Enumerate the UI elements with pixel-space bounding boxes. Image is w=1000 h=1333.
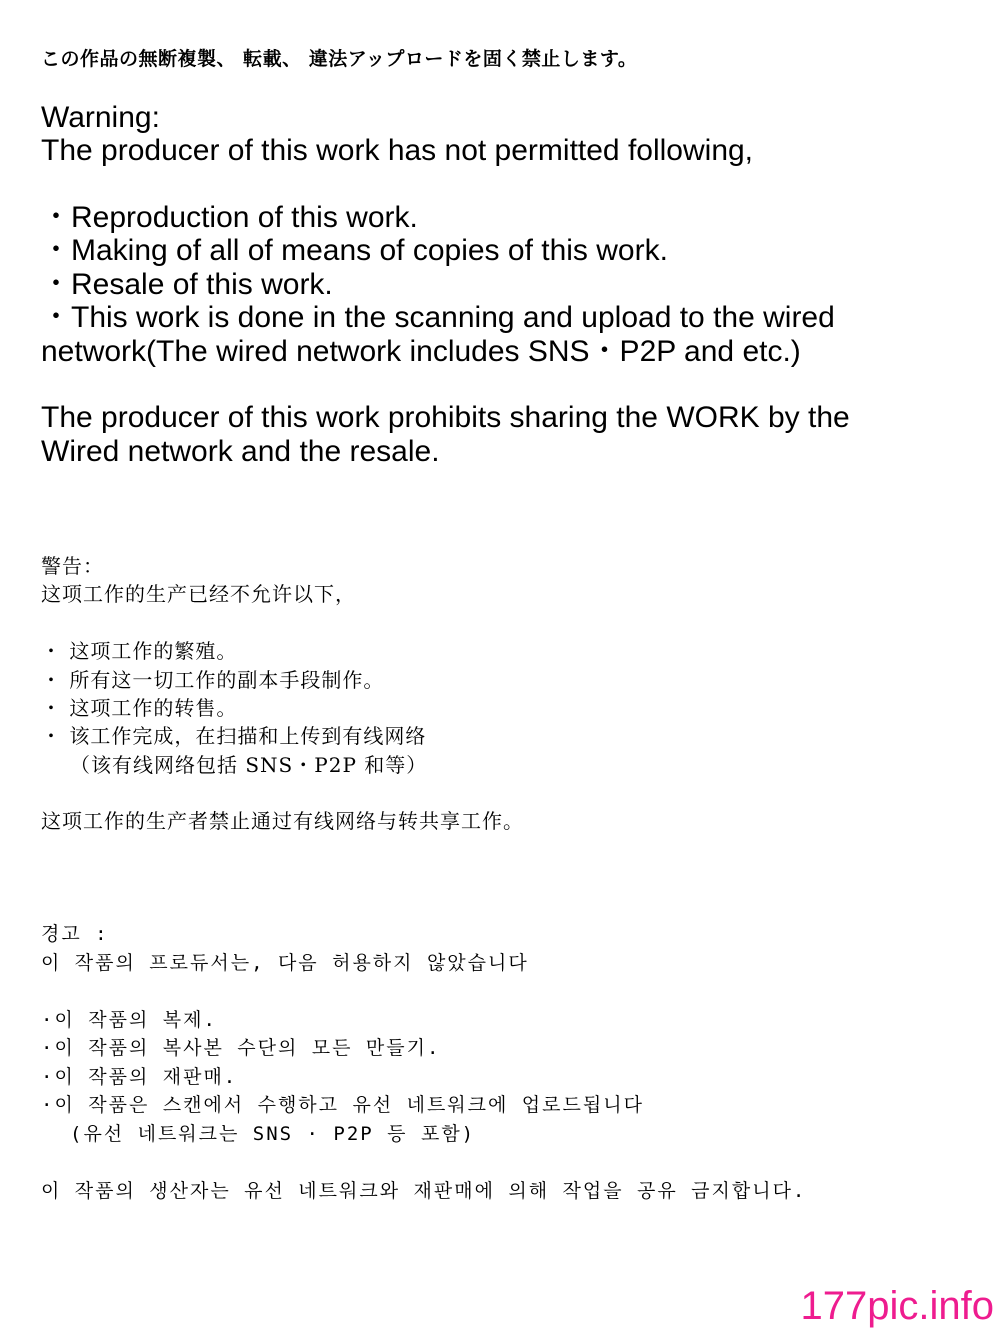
watermark-text: 177pic.info xyxy=(800,1284,994,1328)
english-intro: The producer of this work has not permitted following, xyxy=(41,134,754,167)
english-item: ・Making of all of means of copies of this work. xyxy=(41,234,668,267)
chinese-closing: 这项工作的生产者禁止通过有线网络与转共享工作。 xyxy=(41,809,524,833)
korean-intro: 이 작품의 프로듀서는, 다음 허용하지 않았습니다 xyxy=(41,952,529,974)
english-item: ・This work is done in the scanning and upload to the wired xyxy=(41,301,835,334)
chinese-heading: 警告： xyxy=(41,554,104,578)
korean-item-continuation: (유선 네트워크는 SNS · P2P 등 포함) xyxy=(70,1123,476,1145)
english-closing: Wired network and the resale. xyxy=(41,435,440,468)
korean-closing: 이 작품의 생산자는 유선 네트워크와 재판매에 의해 작업을 공유 금지합니다. xyxy=(41,1180,807,1202)
korean-item: ·이 작품의 복사본 수단의 모든 만들기. xyxy=(41,1037,441,1059)
english-item: ・Resale of this work. xyxy=(41,268,333,301)
chinese-intro: 这项工作的生产已经不允许以下， xyxy=(41,582,356,606)
korean-item: ·이 작품의 재판매. xyxy=(41,1066,238,1088)
korean-item: ·이 작품은 스캔에서 수행하고 유선 네트워크에 업로드됩니다 xyxy=(41,1094,644,1116)
english-item-continuation: network(The wired network includes SNS・P2P and etc.) xyxy=(41,335,801,368)
korean-item: ·이 작품의 복제. xyxy=(41,1009,217,1031)
korean-heading: 경고 : xyxy=(41,923,109,945)
chinese-item: ・ 所有这一切工作的副本手段制作。 xyxy=(41,668,385,692)
english-item: ・Reproduction of this work. xyxy=(41,201,418,234)
chinese-item-continuation: （该有线网络包括 SNS・P2P 和等） xyxy=(70,753,428,777)
english-closing: The producer of this work prohibits sharing the WORK by the xyxy=(41,401,850,434)
chinese-item: ・ 这项工作的转售。 xyxy=(41,696,238,720)
chinese-item: ・ 这项工作的繁殖。 xyxy=(41,639,238,663)
japanese-notice: この作品の無断複製、 転載、 違法アップロードを固く禁止します。 xyxy=(41,48,638,70)
english-heading: Warning: xyxy=(41,101,160,134)
chinese-item: ・ 该工作完成，在扫描和上传到有线网络 xyxy=(41,724,427,748)
